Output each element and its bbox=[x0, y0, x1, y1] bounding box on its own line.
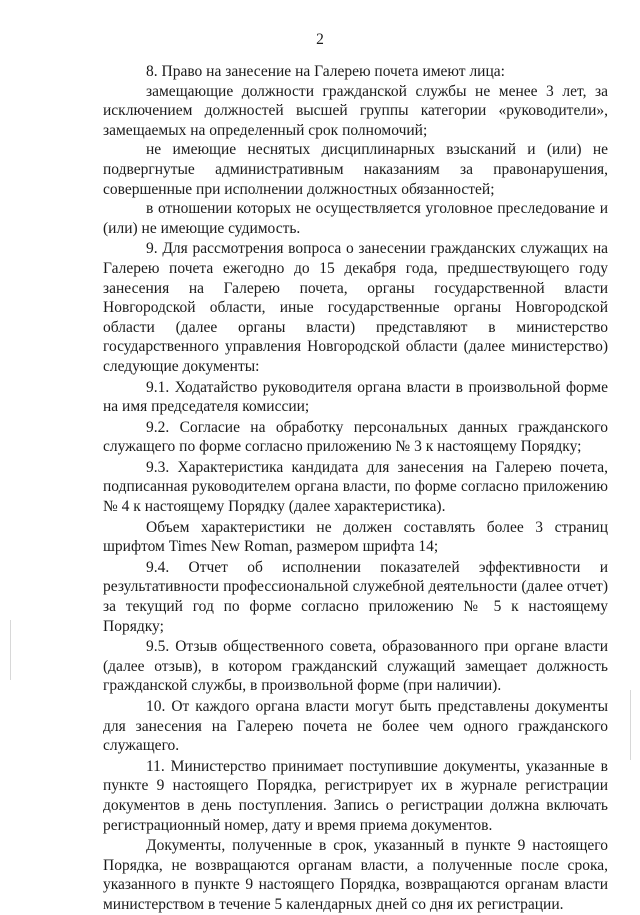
paragraph-10: 10. От каждого органа власти могут быть представлены документы для занесения на Галерею почета не более чем одного гражданского служащего. bbox=[103, 698, 608, 755]
paragraph-8: 8. Право на занесение на Галерею почета имеют лица: bbox=[146, 63, 505, 80]
paragraph-11-note: Документы, полученные в срок, указанный в пункте 9 настоящего Порядка, не возвращаются органам власти, а полученные после срока, указанного в пункте 9 настоящего Порядка, возвращаются органам власти министерством в течение 5 календарных дней со дня их регистрации. bbox=[103, 837, 608, 913]
scan-edge-mark bbox=[10, 620, 11, 680]
scan-edge-mark bbox=[630, 690, 631, 760]
paragraph-9: 9. Для рассмотрения вопроса о занесении гражданских служащих на Галерею почета ежегодно до 15 декабря года, предшествующего году занесения на Галерею почета, органы государственной власти Новгородской области, иные государственные органы Новгородской области (далее органы власти) представляют в министерство государственного управления Новгородской области (далее министерство) следующие документы: bbox=[103, 240, 608, 375]
paragraph-11: 11. Министерство принимает поступившие документы, указанные в пункте 9 настоящего Порядка, регистрирует их в журнале регистрации документов в день поступления. Запись о регистрации должна включать регистрационный номер, дату и время приема документов. bbox=[103, 757, 608, 834]
page-number: 2 bbox=[316, 31, 324, 48]
paragraph-9-1: 9.1. Ходатайство руководителя органа власти в произвольной форме на имя председателя комиссии; bbox=[103, 378, 608, 416]
paragraph-8-item-3: в отношении которых не осуществляется уголовное преследование и (или) не имеющие судимость. bbox=[103, 200, 608, 237]
paragraph-9-3: 9.3. Характеристика кандидата для занесения на Галерею почета, подписанная руководителем органа власти, по форме согласно приложению № 4 к настоящему Порядку (далее характеристика). bbox=[103, 458, 608, 516]
paragraph-9-2: 9.2. Согласие на обработку персональных данных гражданского служащего по форме согласно приложению № 3 к настоящему Порядку; bbox=[103, 418, 608, 456]
paragraph-9-3-note: Объем характеристики не должен составлять более 3 страниц шрифтом Times New Roman, размером шрифта 14; bbox=[103, 518, 608, 556]
paragraph-9-5: 9.5. Отзыв общественного совета, образованного при органе власти (далее отзыв), в котором гражданский служащий замещает должность гражданской службы, в произвольной форме (при наличии). bbox=[103, 638, 608, 695]
paragraph-8-item-1: замещающие должности гражданской службы не менее 3 лет, за исключением должностей высшей группы категории «руководители», замещаемых на определенный срок полномочий; bbox=[103, 82, 608, 139]
paragraph-9-4: 9.4. Отчет об исполнении показателей эффективности и результативности профессиональной служебной деятельности (далее отчет) за текущий год по форме согласно приложению № 5 к настоящему Порядку; bbox=[103, 558, 608, 635]
paragraph-8-item-2: не имеющие неснятых дисциплинарных взысканий и (или) не подвергнутые административным наказаниям за правонарушения, совершенные при исполнении должностных обязанностей; bbox=[103, 141, 608, 198]
document-body bbox=[103, 62, 608, 915]
